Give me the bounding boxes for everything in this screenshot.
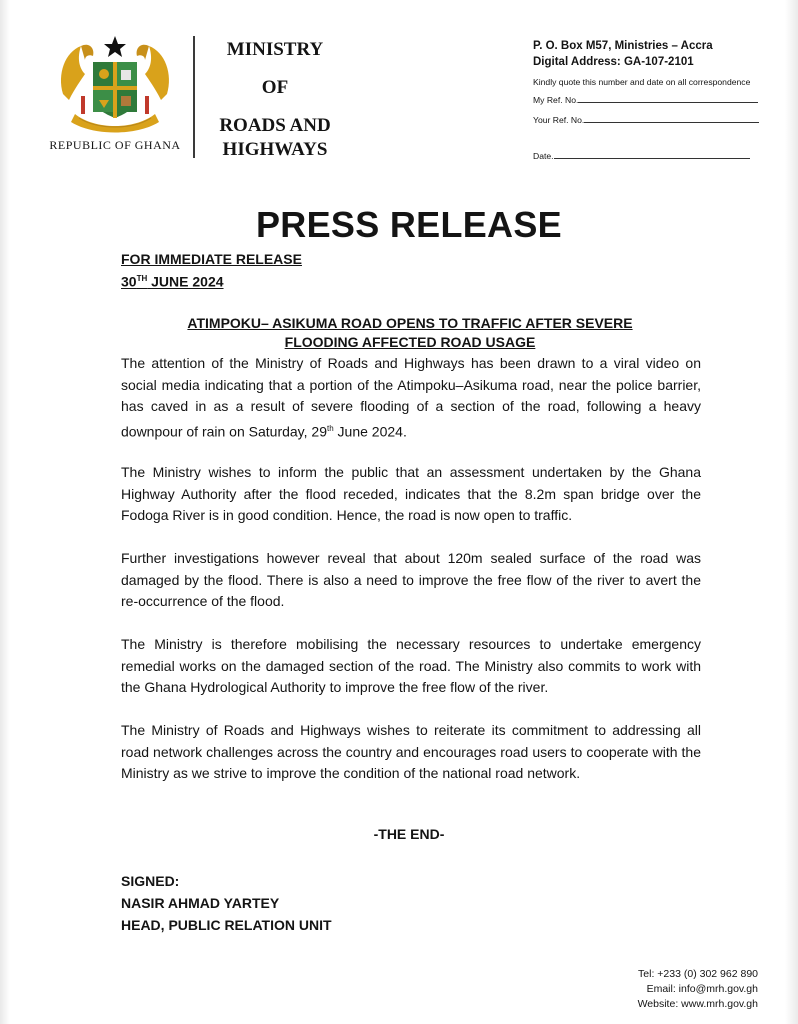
headline-line2: FLOODING AFFECTED ROAD USAGE xyxy=(284,334,536,350)
quote-note: Kindly quote this number and date on all correspondence xyxy=(533,77,751,87)
my-ref-field xyxy=(533,95,758,105)
your-ref-label: Your Ref. No. xyxy=(533,115,585,125)
immediate-release: FOR IMMEDIATE RELEASE xyxy=(121,251,302,267)
address-block xyxy=(533,38,773,87)
headline xyxy=(100,314,720,352)
contact-block xyxy=(560,967,758,1012)
republic-label: REPUBLIC OF GHANA xyxy=(49,138,181,152)
digital-address: Digital Address: GA-107-2101 xyxy=(533,56,694,68)
paragraph-4: The Ministry is therefore mobilising the necessary resources to undertake emergency remedial works on the damaged section of the road. The Ministry also commits to work with the Ghana Hydrological Authority to improve the free flow of the river. xyxy=(121,636,701,695)
po-box: P. O. Box M57, Ministries – Accra xyxy=(533,40,713,52)
ministry-name-line3: ROADS AND xyxy=(219,115,331,136)
paragraph-5: The Ministry of Roads and Highways wishes to reiterate its commitment to addressing all road network challenges across the country and encourages road users to cooperate with the Ministry as we strive to improve the condition of the national road network. xyxy=(121,722,701,781)
contact-email: Email: info@mrh.gov.gh xyxy=(646,983,758,995)
headline-line1: ATIMPOKU– ASIKUMA ROAD OPENS TO TRAFFIC AFTER SEVERE xyxy=(187,315,633,331)
coat-of-arms-logo xyxy=(55,34,175,136)
signatory-position: HEAD, PUBLIC RELATION UNIT xyxy=(121,917,332,933)
date-field xyxy=(533,151,750,161)
signed-label: SIGNED: xyxy=(121,873,180,889)
signatory-name: NASIR AHMAD YARTEY xyxy=(121,895,280,911)
release-date: 30TH JUNE 2024 xyxy=(121,273,224,290)
date-label: Date. xyxy=(533,151,554,161)
signature-block xyxy=(121,870,332,936)
paragraph-1: The attention of the Ministry of Roads and Highways has been drawn to a viral video on social media indicating that a portion of the Atimpoku–Asikuma road, near the police barrier, has caved in as a result of severe flooding of a section of the road, following a heavy downpour of rain on Saturday, 29th June 2024. xyxy=(121,355,701,440)
release-info xyxy=(121,249,302,292)
paragraph-3: Further investigations however reveal that about 120m sealed surface of the road was damaged by the flood. There is also a need to improve the free flow of the river to avert the re-occurrence of the flood. xyxy=(121,550,701,609)
the-end-marker: -THE END- xyxy=(373,826,445,842)
ministry-name-line1: MINISTRY xyxy=(226,39,324,60)
ministry-name-line4: HIGHWAYS xyxy=(222,139,328,160)
contact-tel: Tel: +233 (0) 302 962 890 xyxy=(638,968,758,980)
contact-website: Website: www.mrh.gov.gh xyxy=(637,998,758,1010)
header-divider xyxy=(193,36,195,158)
paragraph-2: The Ministry wishes to inform the public that an assessment undertaken by the Ghana Highway Authority after the flood receded, indicates that the 8.2m span bridge over the Fodoga River is in good condition. Hence, the road is now open to traffic. xyxy=(121,464,701,523)
ministry-name-line2: OF xyxy=(261,77,289,98)
your-ref-field xyxy=(533,115,759,125)
my-ref-label: My Ref. No. xyxy=(533,95,579,105)
page-title: PRESS RELEASE xyxy=(256,204,562,245)
